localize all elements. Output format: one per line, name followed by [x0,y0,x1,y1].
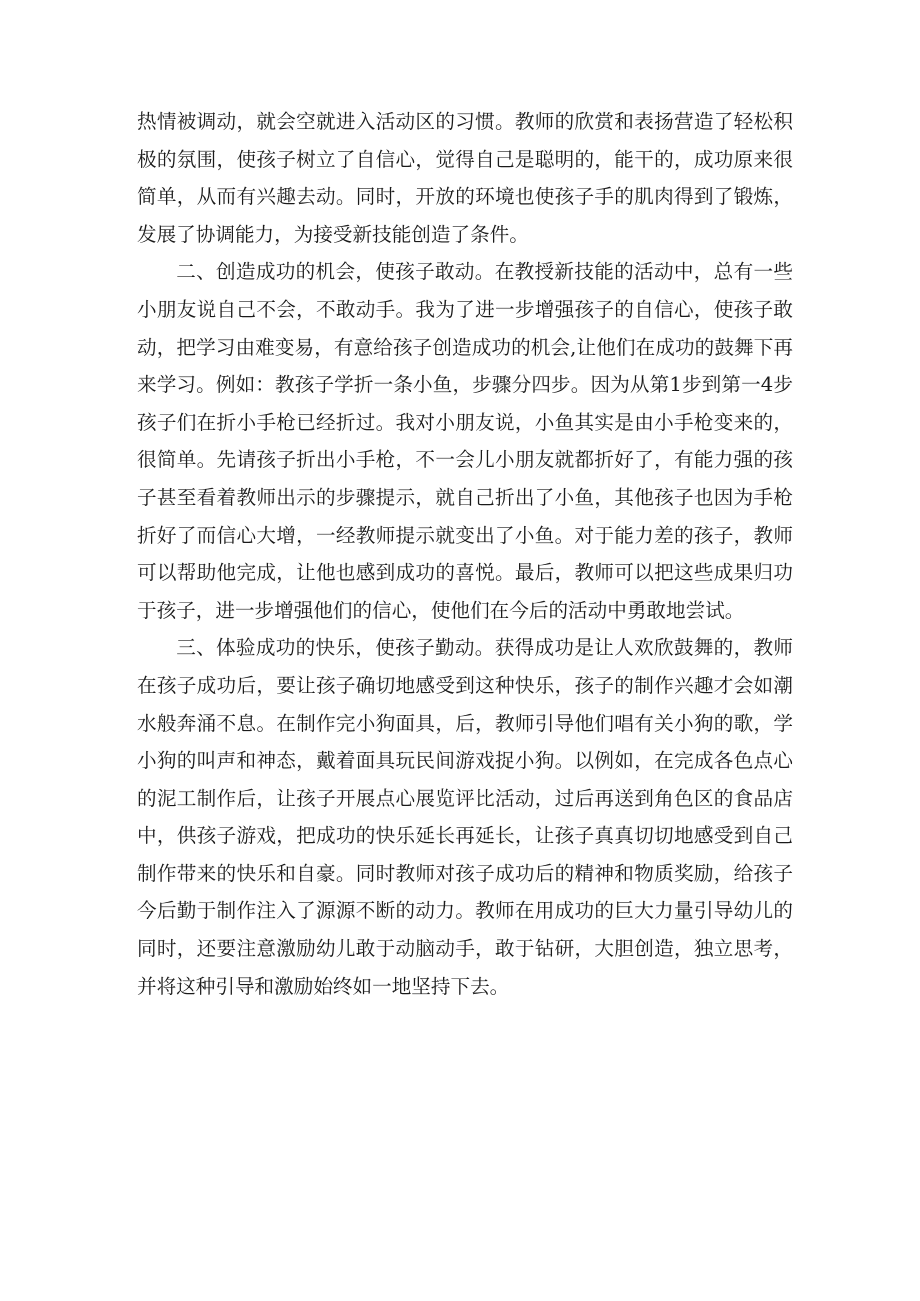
document-body [137,103,793,1005]
paragraph-section-3: 三、体验成功的快乐，使孩子勤动。获得成功是让人欢欣鼓舞的，教师在孩子成功后，要让孩子确切地感受到这种快乐，孩子的制作兴趣才会如潮水般奔涌不息。在制作完小狗面具，后，教师引导他们唱有关小狗的歌，学小狗的叫声和神态，戴着面具玩民间游戏捉小狗。以例如，在完成各色点心的泥工制作后，让孩子开展点心展览评比活动，过后再送到角色区的食品店中，供孩子游戏，把成功的快乐延长再延长，让孩子真真切切地感受到自己制作带来的快乐和自豪。同时教师对孩子成功后的精神和物质奖励，给孩子今后勤于制作注入了源源不断的动力。教师在用成功的巨大力量引导幼儿的同时，还要注意激励幼儿敢于动脑动手，敢于钻研，大胆创造，独立思考，并将这种引导和激励始终如一地坚持下去。 [137,636,793,998]
paragraph-section-2: 二、创造成功的机会，使孩子敢动。在教授新技能的活动中，总有一些小朋友说自己不会，不敢动手。我为了进一步增强孩子的自信心，使孩子敢动，把学习由难变易，有意给孩子创造成功的机会,让他们在成功的鼓舞下再来学习。例如：教孩子学折一条小鱼，步骤分四步。因为从第1步到第一4步孩子们在折小手枪已经折过。我对小朋友说，小鱼其实是由小手枪变来的，很简单。先请孩子折出小手枪，不一会儿小朋友就都折好了，有能力强的孩子甚至看着教师出示的步骤提示，就自己折出了小鱼，其他孩子也因为手枪折好了而信心大增，一经教师提示就变出了小鱼。对于能力差的孩子，教师可以帮助他完成，让他也感到成功的喜悦。最后，教师可以把这些成果归功于孩子，进一步增强他们的信心，使他们在今后的活动中勇敢地尝试。 [137,260,793,622]
paragraph-continuation: 热情被调动，就会空就进入活动区的习惯。教师的欣赏和表扬营造了轻松积极的氛围，使孩子树立了自信心，觉得自己是聪明的，能干的，成功原来很简单，从而有兴趣去动。同时，开放的环境也使孩子手的肌肉得到了锻炼，发展了协调能力，为接受新技能创造了条件。 [137,110,793,246]
